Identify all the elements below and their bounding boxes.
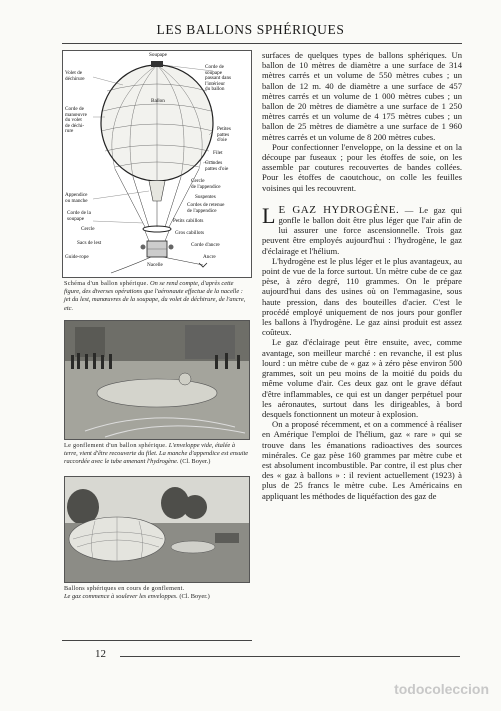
photo-balloons-inflating — [64, 476, 250, 583]
figure3-credit: (Cl. Boyer.) — [177, 593, 210, 601]
label-corde-ancre: Corde d'ancre — [191, 242, 220, 248]
page-number: 12 — [95, 648, 106, 660]
figure2-caption-title: Le gonflement d'un ballon sphérique. — [64, 442, 168, 449]
label-corde-manoeuvre: Corde de manœuvre du volet de déchi- rure — [65, 106, 87, 135]
paragraph-surfaces: surfaces de quelques types de ballons sphériques. Un ballon de 10 mètres de diamètre a une surface de 314 mètres carrés et un volume de 550 mètres cubes ; un ballon de 12 m. 40 de diamètre a une surface de 457 mètres carrés et un volume de 1 000 mètres cubes ; un ballon de 20 mètres de diamètre a une surface de 1 250 mètres carrés et un volume de 4 175 mètres cubes ; un ballon de 25 mètres de diamètre a une surface de 1 960 mètres carrés et un volume de 8 200 mètres cubes. — [262, 50, 462, 142]
header-rule — [62, 43, 462, 44]
paragraph-gaz-eclairage: Le gaz d'éclairage peut être ensuite, avec, comme avantage, son meilleur marché : en revanche, il est plus lourd : un mètre cube de « gaz » à zéro pèse environ 500 grammes, soit un peu moins de la moitié du poids du même volume d'air. Ces deux gaz ont le grave défaut d'être inflammables, ce qui est un danger perpétuel pour les aéronautes, surtout dans les dirigeables, à bord desquels fonctionnent un moteur à explosion. — [262, 337, 462, 419]
figure2-caption — [62, 440, 252, 476]
figure2-credit: (Cl. Boyer.) — [178, 458, 211, 466]
photo-inflation-ground-drawing — [65, 321, 249, 439]
label-nacelle: Nacelle — [147, 262, 163, 268]
balloon-diagram — [62, 50, 252, 278]
figure3-caption-title: Ballons sphériques en cours de gonflement. — [64, 585, 185, 592]
label-guide-rope: Guide-rope — [65, 254, 89, 260]
paragraph-gaz-hydrogene — [262, 202, 462, 256]
footer-rule-right — [120, 656, 460, 657]
label-petites-pattes: Petites pattes d'oie — [217, 126, 231, 144]
photo-balloons-inflating-drawing — [65, 477, 249, 582]
label-appendice: Appendice ou manche — [65, 192, 88, 204]
figure3-caption — [62, 583, 252, 609]
footer-rule-left — [62, 640, 252, 641]
label-grandes-pattes: Grandes pattes d'oie — [205, 160, 229, 172]
paragraph-gaz-intro: — Le gaz qui gonfle le ballon doit être plus léger que l'air afin de lui assurer une force ascensionnelle. Trois gaz peuvent être employés aujourd'hui : l'hydrogène, le gaz d'éclairage et l'hélium. — [262, 204, 462, 256]
label-ballon: Ballon — [151, 98, 165, 104]
dropcap-letter: L — [262, 202, 276, 228]
label-suspentes: Suspentes — [195, 194, 216, 200]
label-cercle: Cercle — [81, 226, 95, 232]
watermark-logo: todocoleccion — [394, 681, 489, 697]
label-soupape: Soupape — [149, 52, 167, 58]
label-gros-cabillots: Gros cabillots — [175, 230, 204, 236]
label-corde-soupape2: Corde de la soupape — [67, 210, 91, 222]
left-column — [62, 50, 252, 609]
label-ancre: Ancre — [203, 254, 216, 260]
photo-inflation-ground — [64, 320, 250, 440]
label-cercle-appendice: Cercle de l'appendice — [191, 178, 221, 190]
paragraph-helium: On a proposé récemment, et on a commencé à réaliser en Amérique l'emploi de l'hélium, gaz « rare » qui se trouve dans les émanations radioactives des sources minérales. Ce gaz pèse 160 grammes par mètre cube et est absolument incombustible. Par contre, il est plus cher des « gaz à ballons » : il revient actuellement (1923) à plus de 25 francs le mètre cube. Les Américains en appliquant les méthodes de liquéfaction des gaz de — [262, 419, 462, 501]
paragraph-hydrogene: L'hydrogène est le plus léger et le plus avantageux, au point de vue de la force surtout. Un mètre cube de ce gaz pèse, à zéro degré, 110 grammes. On le prépare aujourd'hui dans des usines où on l'emmagasine, sous haute pression, dans des bouteilles d'acier. C'est le procédé employé uniquement de nos jours pour gonfler les ballons à l'hydrogène. Le gaz ainsi produit est assez coûteux. — [262, 255, 462, 338]
figure2-caption-text: L'enveloppe vide, étalée à terre, vient d'être recouverte du filet. La manche d'appendice est ensuite raccordée avec le tube amenant l'hydrogène. — [64, 442, 249, 466]
label-corde-soupape: Corde de soupape passant dans l'intérieur du ballon — [205, 64, 232, 93]
paragraph-enveloppe: Pour confectionner l'enveloppe, on la dessine et on la découpe par fuseaux ; pour les étoffes de soie, on les assemble par coutures recouvertes de bandes collées. Pour les étoffes de caoutchouc, on colle les feuilles voisines qui les recouvrent. — [262, 141, 462, 193]
figure3-caption-text: Le gaz commence à soulever les enveloppes. — [64, 593, 178, 601]
figure1-caption-title: Schéma d'un ballon sphérique. — [64, 280, 149, 287]
figure1-caption-text: On se rend compte, d'après cette figure, des diverses opérations que l'aéronaute effectue de la nacelle : jet du lest, manœuvres de la soupape, du volet de déchirure, de l'ancre, etc. — [64, 280, 246, 312]
label-filet: Filet — [213, 150, 223, 156]
label-volet: Volet de déchirure — [65, 70, 85, 82]
running-title: LES BALLONS SPHÉRIQUES — [156, 22, 345, 37]
figure1-caption — [62, 278, 252, 320]
right-column-text — [262, 50, 462, 501]
label-sacs: Sacs de lest — [77, 240, 102, 246]
label-cordes-retenue: Cordes de retenue de l'appendice — [187, 202, 225, 214]
label-cabillots: Petits cabillots — [173, 218, 204, 224]
section-heading: E GAZ HYDROGÈNE. — [278, 203, 400, 216]
